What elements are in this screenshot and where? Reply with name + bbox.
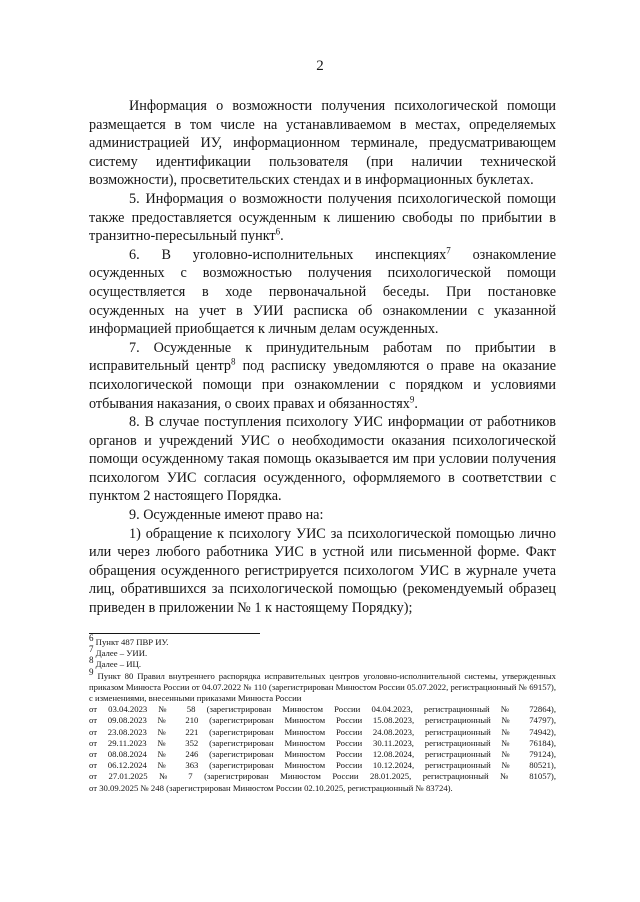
footnote-7: $^7$ Далее – УИИ. [89, 644, 148, 659]
footnote-9-amendment: от 29.11.2023 № 352 (зарегистрирован Минюстом России 30.11.2023, регистрационный № 76184), [89, 737, 556, 748]
footnote-8: $^8$ Далее – ИЦ. [89, 655, 141, 670]
paragraph-5: 5. Информация о возможности получения психологической помощи также предоставляется осужденным к лишению свободы по прибытии в транзитно-пересыльный пункт$^6$. [89, 190, 556, 245]
footnote-9-amendment: от 03.04.2023 № 58 (зарегистрирован Минюстом России 04.04.2023, регистрационный № 72864), [89, 704, 556, 715]
footnote-9-amendment: от 08.08.2024 № 246 (зарегистрирован Минюстом России 12.08.2024, регистрационный № 79124), [89, 749, 556, 760]
footnote-ref-8[interactable]: 8 [230, 356, 236, 367]
page-number: 2 [316, 58, 324, 74]
paragraph-6: 6. В уголовно-исполнительных инспекциях$^7$ ознакомление осужденных с возможностью получения психологической помощи осуществляется в ходе первоначальной беседы. При постановке осужденных на учет в УИИ расписка об ознакомлении с указанной информацией приобщается к личным делам осужденных. [89, 245, 557, 338]
paragraph-8: 8. В случае поступления психологу УИС информации от работников органов и учреждений УИС о необходимости оказания психологической помощи осужденному такая помощь оказывается им при условии получения психологом УИС согласия осужденного, оформляемого в соответствии с пунктом 2 настоящего Порядка. [89, 414, 556, 505]
footnotes [89, 633, 556, 794]
footnote-6: $^6$ Пункт 487 ПВР ИУ. [89, 633, 169, 647]
paragraph-7: 7. Осужденные к принудительным работам по прибытии в исправительный центр$^8$ под расписку уведомляются о праве на оказание психологической помощи при ознакомлении с порядком и условиями отбывания наказания, о своих правах и обязанностях$^9$. [89, 339, 556, 412]
footnote-9-amendment: от 06.12.2024 № 363 (зарегистрирован Минюстом России 10.12.2024, регистрационный № 80521), [89, 760, 556, 771]
body-text [89, 97, 556, 618]
footnote-9: $^9$ Пункт 80 Правил внутреннего распорядка исправительных центров уголовно-исполнительной системы, утвержденных приказом Минюста России от 04.07.2022 № 110 (зарегистрирован Минюстом России 05.07.2022, регистрационный № 69157), с изменениями, внесенными приказами Минюста России [89, 666, 556, 704]
footnote-9-amendment: от 27.01.2025 № 7 (зарегистрирован Минюстом России 28.01.2025, регистрационный № 81057), [89, 771, 556, 782]
paragraph-9: 9. Осужденные имеют право на: [129, 507, 324, 524]
footnote-ref-9[interactable]: 9 [409, 393, 415, 404]
footnote-separator [89, 633, 260, 634]
footnote-9-amendment: от 30.09.2025 № 248 (зарегистрирован Минюстом России 02.10.2025, регистрационный № 83724). [89, 782, 453, 793]
footnote-ref-6[interactable]: 6 [275, 226, 281, 237]
paragraph-9-item-1: 1) обращение к психологу УИС за психологической помощью лично или через любого работника УИС в устной или письменной форме. Факт обращения осужденного регистрируется психологом УИС в журнале учета лиц, обратившихся за психологической помощью (рекомендуемый образец приведен в приложении № 1 к настоящему Порядку); [89, 525, 556, 617]
footnote-9-amendment: от 23.08.2023 № 221 (зарегистрирован Минюстом России 24.08.2023, регистрационный № 74942), [89, 726, 556, 737]
footnote-ref-7[interactable]: 7 [446, 245, 451, 256]
paragraph-info-terminal: Информация о возможности получения психологической помощи размещается в том числе на устанавливаемом в местах, определяемых администрацией ИУ, информационном терминале, предусматривающем систему идентификации пользователя (при наличии технической возможности), просветительских стендах и в информационных буклетах. [89, 98, 556, 189]
footnote-9-amendment: от 09.08.2023 № 210 (зарегистрирован Минюстом России 15.08.2023, регистрационный № 74797), [89, 715, 556, 726]
